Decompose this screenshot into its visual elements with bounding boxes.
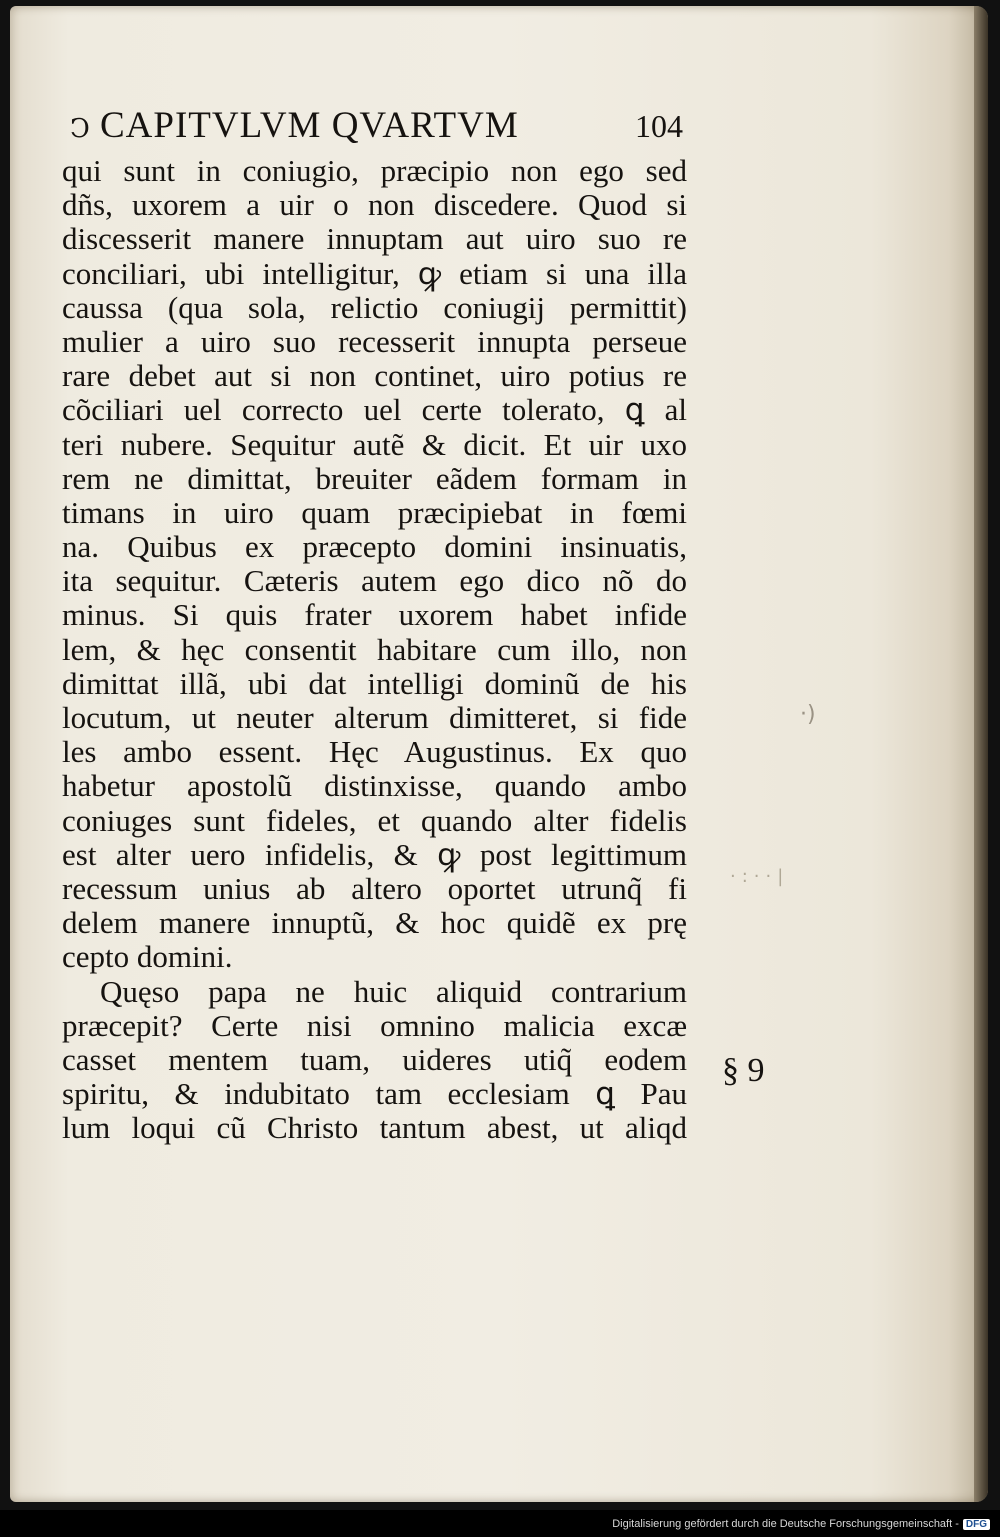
text-line: lum loqui cũ Christo tantum abest, ut aliqd [62, 1110, 687, 1146]
text-line: delem manere innuptũ, & hoc quidẽ ex prę [62, 905, 687, 941]
paragraph-opening-line: Quęso papa ne huic aliquid contrarium [100, 973, 687, 1009]
text-line: les ambo essent. Hęc Augustinus. Ex quo [62, 734, 687, 770]
text-line: cõciliari uel correcto uel certe tolerato, ꝗ al [62, 392, 687, 428]
folio-number: 104 [635, 108, 683, 144]
page-text [62, 154, 687, 1145]
text-line: præcepit? Certe nisi omnino malicia excæ [62, 1007, 687, 1043]
text-line: teri nubere. Sequitur autẽ & dicit. Et uir uxo [62, 426, 687, 462]
text-line: lem, & hęc consentit habitare cum illo, non [62, 631, 687, 667]
margin-smudge: ·) [800, 702, 816, 727]
text-line: caussa (qua sola, relictio coniugij permittit) [62, 289, 687, 325]
text-line: rem ne dimittat, breuiter eãdem formam in [62, 460, 687, 496]
text-line: spiritu, & indubitato tam ecclesiam ꝗ Pau [62, 1076, 687, 1112]
text-line: dñs, uxorem a uir o non discedere. Quod si [62, 187, 687, 223]
page-edge [974, 6, 988, 1502]
text-line: timans in uiro quam præcipiebat in fœmi [62, 494, 687, 530]
digitization-credit [612, 1518, 990, 1530]
text-line: qui sunt in coniugio, præcipio non ego sed [62, 153, 687, 188]
text-line: cepto domini. [62, 939, 233, 975]
text-line: conciliari, ubi intelligitur, ꝙ etiam si una illa [62, 255, 687, 291]
text-line: coniuges sunt fideles, et quando alter fidelis [62, 802, 687, 838]
running-header [62, 100, 687, 150]
text-line: discesserit manere innuptam aut uiro suo re [62, 221, 687, 257]
text-line: habetur apostolũ distinxisse, quando ambo [62, 768, 687, 804]
margin-show-through: ·:··| [730, 866, 790, 887]
text-line: est alter uero infidelis, & ꝙ post legittimum [62, 836, 687, 872]
text-line: locutum, ut neuter alterum dimitteret, si fide [62, 700, 687, 735]
text-line: minus. Si quis frater uxorem habet infide [62, 597, 687, 633]
dfg-logo: DFG [963, 1519, 990, 1530]
credit-text: Digitalisierung gefördert durch die Deutsche Forschungsgemeinschaft - [612, 1518, 959, 1530]
text-line: casset mentem tuam, uideres utiq̃ eodem [62, 1041, 687, 1077]
text-line: ita sequitur. Cæteris autem ego dico nõ do [62, 563, 687, 599]
text-line: recessum unius ab altero oportet utrunq̃ fi [62, 870, 687, 906]
text-line: na. Quibus ex præcepto domini insinuatis, [62, 529, 687, 565]
text-line: dimittat illã, ubi dat intelligi dominũ de his [62, 665, 687, 701]
chapter-title: CAPITVLVM QVARTVM [100, 105, 519, 146]
text-line: mulier a uiro suo recesserit innupta perseue [62, 323, 687, 359]
header-ornament: Ↄ [70, 114, 90, 144]
margin-section-number: § 9 [722, 1052, 765, 1089]
text-line: rare debet aut si non continet, uiro potius re [62, 358, 687, 394]
